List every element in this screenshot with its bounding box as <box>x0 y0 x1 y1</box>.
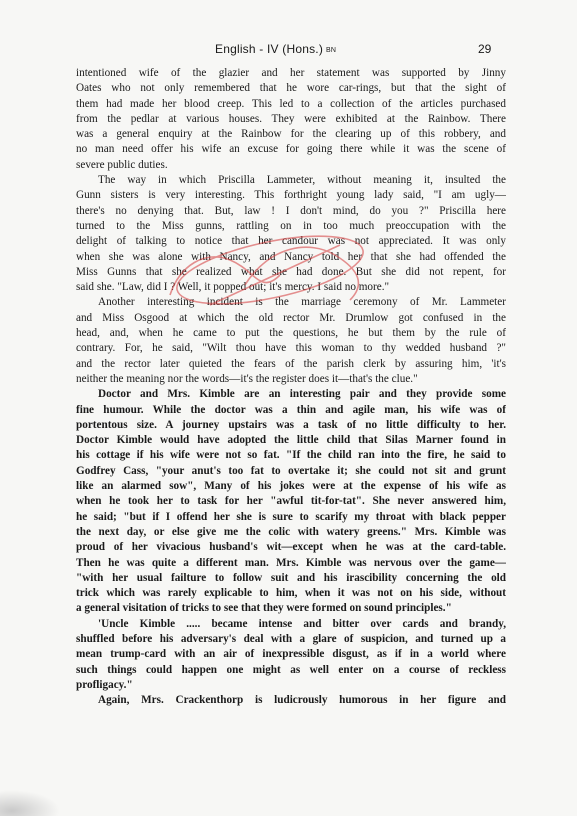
text-line: neither the meaning nor the words—it's the register does it—that's the clue." <box>76 372 418 385</box>
text-line: head, and, when he came to put the questions, he but them by the rule of <box>76 327 506 340</box>
text-line: delight of talking to notice that her candour was not appreciated. It was only <box>76 235 506 248</box>
text-line: profligacy." <box>76 678 133 691</box>
text-line: The way in which Priscilla Lammeter, without meaning it, insulted the <box>98 174 506 187</box>
text-line: contrary. For, he said, "Wilt thou have this woman to thy wedded husband ?" <box>76 342 506 355</box>
text-line: fine humour. While the doctor was a thin and agile man, his wife was of <box>76 403 506 416</box>
text-line: shuffled before his adversary's deal with a glare of suspicion, and turned up a <box>76 632 506 645</box>
text-line: Then he was quite a different man. Mrs. Kimble was nervous over the game— <box>76 556 506 569</box>
text-line: like an alarmed sow", Many of his jokes were at the expense of his wife as <box>76 480 506 493</box>
text-line: intentioned wife of the glazier and her statement was supported by Jinny <box>76 67 506 79</box>
text-line: his cottage if his wife were not so fat. "If the child ran into the fire, he said to <box>76 449 506 462</box>
text-line: said she. "Law, did I ? Well, it popped out; it's mercy. I said no more." <box>76 281 390 294</box>
text-line: when she was alone with Nancy, and Nancy told her that she had offended the <box>76 250 506 263</box>
text-line: proud of her vivacious husband's wit—except when he was at the card-table. <box>76 541 506 554</box>
page-number: 29 <box>478 42 492 56</box>
text-line: such things could happen one might as well enter on a course of reckless <box>76 663 506 676</box>
text-line: severe public duties. <box>76 158 168 171</box>
text-line: Doctor and Mrs. Kimble are an interesting pair and they provide some <box>98 388 506 401</box>
body-text <box>76 66 506 708</box>
text-line: Doctor Kimble would have adopted the little child that Silas Marner found in <box>76 434 506 447</box>
header-title-text: English - IV (Hons.) <box>215 42 324 56</box>
text-line: "with her usual failture to follow suit and his irascibility concerning the old <box>76 571 506 584</box>
text-line: no man need offer his wife an excuse for going there while it was the scene of <box>76 143 506 156</box>
text-line: turned to the Miss gunns, rattling on in too much preoccupation with the <box>76 219 506 232</box>
text-line: a general visitation of tricks to see that they were formed on sound principles." <box>76 602 452 615</box>
text-line: trick which was rarely explicable to him, when it was not on his side, without <box>76 587 506 600</box>
text-line: Oates who not only remembered that he wore car-rings, but that the sight of <box>76 82 506 95</box>
text-line: the next day, or else give me the colic with watery greens." Mrs. Kimble was <box>76 525 506 538</box>
scan-smudge <box>0 790 60 816</box>
text-line: and the rector later quieted the fears of the parish clerk by assuring him, 'it's <box>76 357 506 370</box>
text-line: Godfrey Cass, "your anut's too fat to overtake it; she could not sit and grunt <box>76 464 506 477</box>
text-line: he said; "but if I offend her she is sure to scarify my throat with black pepper <box>76 510 506 523</box>
text-line: Again, Mrs. Crackenthorp is ludicrously humorous in her figure and <box>98 694 506 707</box>
text-line: there's no denying that. But, law ! I don't mind, do you ?" Priscilla here <box>76 204 506 217</box>
text-line: portentous size. A journey upstairs was a task of no little difficulty to her. <box>76 418 506 431</box>
text-line: Miss Gunns that she realized what she had done. But she did not repent, for <box>76 265 506 278</box>
running-header <box>215 42 336 56</box>
text-line: mean trump-card with an air of inexpressible disgust, as if in a world where <box>76 648 506 661</box>
text-line: Gunn sisters is very interesting. This forthright young lady said, "I am ugly— <box>76 189 506 202</box>
text-line: from the pedlar at various houses. They were exhibited at the Rainbow. There <box>76 112 506 125</box>
text-line: and Miss Osgood at which the old rector Mr. Drumlow got confused in the <box>76 311 506 324</box>
text-line: when he took her to task for her "awful tit-for-tat". She never answered him, <box>76 495 506 508</box>
text-line: Another interesting incident is the marriage ceremony of Mr. Lammeter <box>98 296 506 309</box>
text-line: was a general enquiry at the Rainbow for the clearing up of this robbery, and <box>76 128 506 141</box>
text-line: 'Uncle Kimble ..... became intense and bitter over cards and brandy, <box>98 617 506 630</box>
header-code: BN <box>326 47 337 54</box>
page-header <box>0 42 577 62</box>
text-line: them had made her blood creep. This led to a collection of the articles purchased <box>76 97 506 110</box>
